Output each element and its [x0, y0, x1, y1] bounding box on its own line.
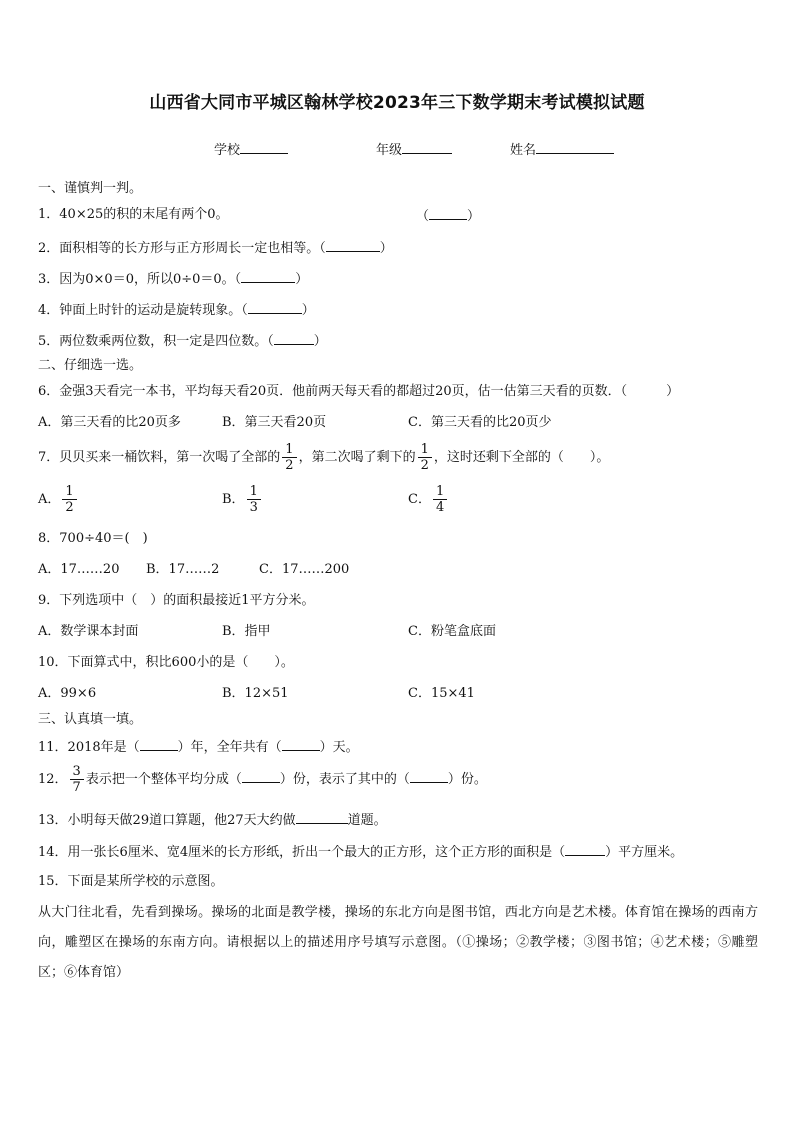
question-6-option-b: B．第三天看20页 — [222, 415, 327, 430]
fraction-numerator: 1 — [418, 442, 432, 458]
answer-blank — [241, 269, 295, 283]
fraction-numerator: 1 — [247, 484, 261, 500]
fraction-denominator: 2 — [65, 500, 74, 515]
question-10-option-c: C．15×41 — [408, 686, 475, 701]
question-1-answer — [416, 206, 480, 226]
question-7-post: ，这时还剩下全部的（ ）。 — [433, 450, 610, 465]
question-11-pre: 11．2018年是（ — [38, 740, 140, 755]
fraction-denominator: 7 — [72, 780, 81, 795]
option-label: C． — [408, 492, 431, 507]
school-field — [214, 140, 288, 160]
paren-close: ） — [379, 241, 393, 256]
question-8-option-a: A．17……20 — [38, 562, 120, 577]
question-15-description: 从大门往北看，先看到操场。操场的北面是教学楼，操场的东北方向是图书馆，西北方向是艺术楼。体育馆在操场的西南方向，雕塑区在操场的东南方向。请根据以上的描述用序号填写示意图。（①操场；②教学楼；③图书馆；④艺术楼；⑤雕塑区；⑥体育馆） — [38, 905, 758, 980]
fraction — [282, 442, 296, 473]
name-field — [510, 140, 614, 160]
question-14 — [38, 842, 683, 862]
question-13-pre: 13．小明每天做29道口算题，他27天大约做 — [38, 813, 296, 828]
section-heading-2: 二、仔细选一选。 — [38, 358, 143, 373]
section-heading-3: 三、认真填一填。 — [38, 712, 143, 727]
grade-label: 年级 — [376, 143, 403, 158]
question-9: 9．下列选项中（ ）的面积最接近1平方分米。 — [38, 593, 315, 608]
answer-blank — [242, 769, 280, 783]
question-12-mid: ）份，表示了其中的（ — [279, 772, 410, 787]
question-10: 10．下面算式中，积比600小的是（ ）。 — [38, 655, 294, 670]
question-13 — [38, 810, 387, 830]
question-7-option-b — [222, 484, 263, 515]
question-7-pre: 7．贝贝买来一桶饮料，第一次喝了全部的 — [38, 450, 281, 465]
school-label: 学校 — [214, 143, 241, 158]
question-6-option-c: C．第三天看的比20页少 — [408, 415, 552, 430]
question-4-text: 4．钟面上时针的运动是旋转现象。（ — [38, 303, 248, 318]
paren-close: ） — [467, 209, 481, 224]
fraction — [247, 484, 261, 515]
question-10-option-b: B．12×51 — [222, 686, 289, 701]
fraction — [62, 484, 76, 515]
question-2-text: 2．面积相等的长方形与正方形周长一定也相等。（ — [38, 241, 326, 256]
name-label: 姓名 — [510, 143, 537, 158]
question-5 — [38, 331, 327, 351]
grade-blank — [402, 140, 452, 154]
answer-blank — [326, 238, 380, 252]
fraction-numerator: 1 — [282, 442, 296, 458]
question-8-option-b: B．17……2 — [146, 562, 220, 577]
page-title: 山西省大同市平城区翰林学校2023年三下数学期末考试模拟试题 — [149, 93, 645, 113]
paren-close: ） — [313, 334, 327, 349]
question-7-option-a — [38, 484, 79, 515]
fraction-denominator: 4 — [435, 500, 445, 515]
section-heading-1: 一、谨慎判一判。 — [38, 181, 143, 196]
question-10-option-a: A．99×6 — [38, 686, 97, 701]
question-3 — [38, 269, 308, 289]
fraction-numerator: 1 — [433, 484, 447, 500]
question-6: 6．金强3天看完一本书，平均每天看20页．他前两天每天看的都超过20页，估一估第三天看的页数．（ ） — [38, 384, 680, 399]
answer-blank — [429, 206, 467, 220]
answer-blank — [565, 842, 605, 856]
fraction-denominator: 2 — [285, 458, 294, 473]
fraction — [433, 484, 447, 515]
fraction-numerator: 1 — [62, 484, 76, 500]
question-9-option-c: C．粉笔盒底面 — [408, 624, 496, 639]
question-14-pre: 14．用一张长6厘米、宽4厘米的长方形纸，折出一个最大的正方形，这个正方形的面积是（ — [38, 845, 566, 860]
question-7-mid: ，第二次喝了剩下的 — [298, 450, 416, 465]
question-11 — [38, 737, 359, 757]
question-12 — [38, 764, 487, 795]
question-2 — [38, 238, 393, 258]
option-label: A． — [38, 492, 61, 507]
fraction-numerator: 3 — [70, 764, 84, 780]
fraction-denominator: 3 — [249, 500, 258, 515]
question-11-post: ）天。 — [319, 740, 359, 755]
question-4 — [38, 300, 315, 320]
answer-blank — [282, 737, 320, 751]
question-12-post: ）份。 — [447, 772, 487, 787]
question-12-pre: 表示把一个整体平均分成（ — [85, 772, 242, 787]
question-9-option-b: B．指甲 — [222, 624, 271, 639]
answer-blank — [140, 737, 178, 751]
answer-blank — [248, 300, 302, 314]
question-1: 1．40×25的积的末尾有两个0。 — [38, 207, 229, 222]
question-8-option-c: C．17……200 — [259, 562, 350, 577]
paren-close: ） — [301, 303, 315, 318]
option-label: B． — [222, 492, 245, 507]
question-8: 8．700÷40＝( ) — [38, 531, 148, 546]
paren-open: （ — [416, 209, 430, 224]
answer-blank — [410, 769, 448, 783]
question-15: 15．下面是某所学校的示意图。 — [38, 874, 224, 889]
answer-blank — [274, 331, 314, 345]
question-6-option-a: A．第三天看的比20页多 — [38, 415, 181, 430]
question-3-text: 3．因为0×0＝0，所以0÷0＝0。（ — [38, 272, 242, 287]
fraction — [418, 442, 432, 473]
fraction — [70, 764, 84, 795]
fraction-denominator: 2 — [420, 458, 429, 473]
grade-field — [376, 140, 452, 160]
school-blank — [240, 140, 288, 154]
question-7-option-c — [408, 484, 449, 515]
question-11-mid: ）年，全年共有（ — [177, 740, 282, 755]
question-7 — [38, 442, 609, 473]
question-12-number: 12． — [38, 772, 68, 787]
answer-blank — [296, 810, 348, 824]
paren-close: ） — [295, 272, 309, 287]
name-blank — [536, 140, 614, 154]
question-9-option-a: A．数学课本封面 — [38, 624, 139, 639]
question-13-post: 道题。 — [347, 813, 387, 828]
question-5-text: 5．两位数乘两位数，积一定是四位数。（ — [38, 334, 274, 349]
question-14-post: ）平方厘米。 — [605, 845, 684, 860]
